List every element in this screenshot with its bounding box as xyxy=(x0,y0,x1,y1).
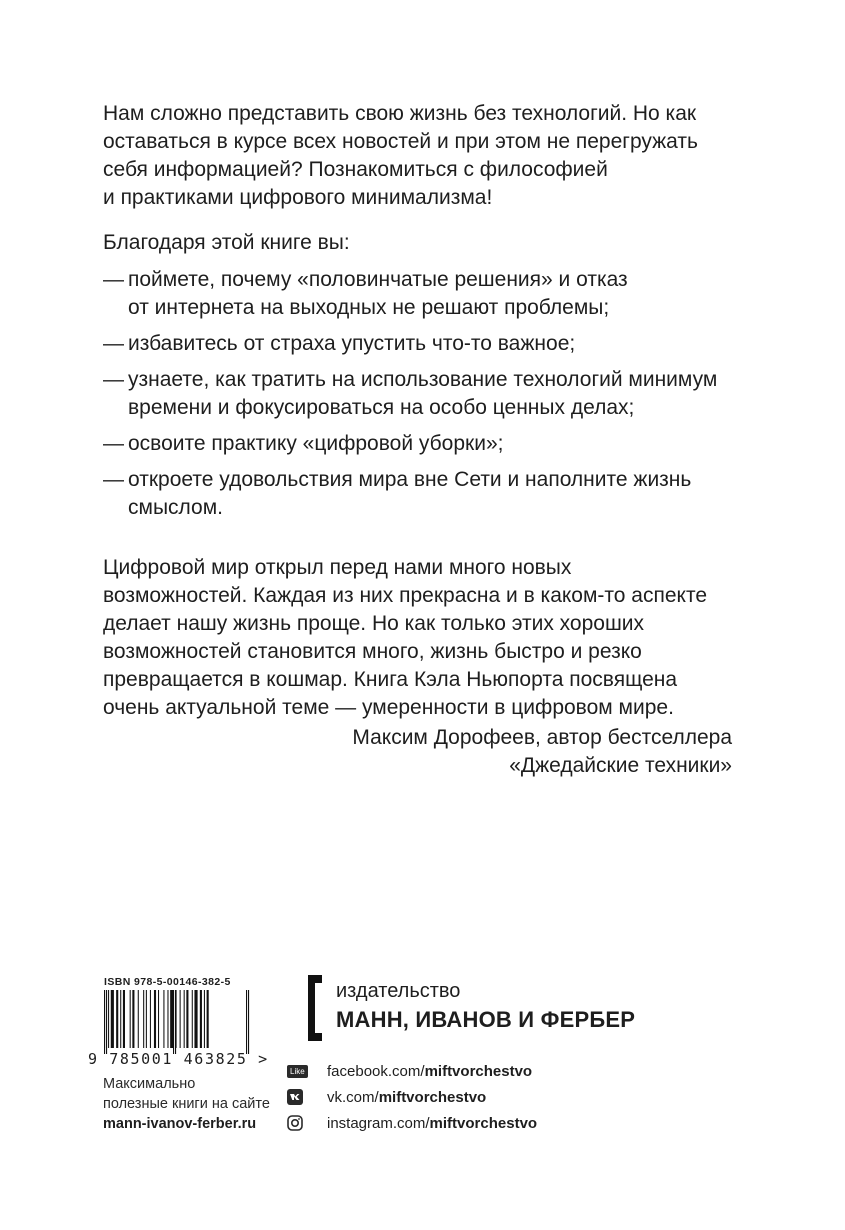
facebook-link[interactable]: Like facebook.com/ miftvorchestvo xyxy=(287,1058,537,1084)
barcode-digits: 9 785001 463825 > xyxy=(88,1050,269,1068)
benefits-lead: Благодаря этой книге вы: xyxy=(103,231,350,254)
list-item: — поймете, почему «половинчатые решения» и отказ от интернета на выходных не решают проблемы; xyxy=(103,268,628,319)
social-links xyxy=(287,1058,537,1136)
publisher-name: МАНН, ИВАНОВ И ФЕРБЕР xyxy=(336,1007,636,1032)
vk-icon xyxy=(287,1089,327,1105)
like-icon: Like xyxy=(287,1065,327,1078)
list-item: — освоите практику «цифровой уборки»; xyxy=(103,432,504,455)
barcode-icon xyxy=(102,990,252,1056)
list-item: — избавитесь от страха упустить что-то важное; xyxy=(103,332,576,355)
publisher-label: издательство xyxy=(336,980,461,1002)
quote-attribution: Максим Дорофеев, автор бестселлера «Джедайские техники» xyxy=(352,726,732,777)
bracket-logo-icon xyxy=(306,975,324,1041)
list-item: — откроете удовольствия мира вне Сети и наполните жизнь смыслом. xyxy=(103,468,692,519)
benefits-list xyxy=(103,266,743,530)
instagram-icon xyxy=(287,1115,327,1131)
instagram-link[interactable]: instagram.com/ miftvorchestvo xyxy=(287,1110,537,1136)
list-item: — узнаете, как тратить на использование технологий минимум времени и фокусироваться на особо ценных делах; xyxy=(103,368,718,419)
website-link[interactable]: mann-ivanov-ferber.ru xyxy=(103,1116,257,1132)
endorsement-quote: Цифровой мир открыл перед нами много новых возможностей. Каждая из них прекрасна и в каком-то аспекте делает нашу жизнь проще. Но как только этих хороших возможностей становится много, жизнь быстро и резко превращается в кошмар. Книга Кэла Ньюпорта посвящена очень актуальной теме — умеренности в цифровом мире. xyxy=(103,556,708,719)
vk-link[interactable]: vk.com/ miftvorchestvo xyxy=(287,1084,537,1110)
website-promo: Максимально полезные книги на сайте mann-ivanov-ferber.ru xyxy=(103,1076,270,1132)
isbn-label: ISBN 978-5-00146-382-5 xyxy=(104,976,231,988)
intro-paragraph: Нам сложно представить свою жизнь без технологий. Но как оставаться в курсе всех новостей и при этом не перегружать себя информацией? Познакомиться с философией и практиками цифрового минимализма! xyxy=(103,102,698,209)
